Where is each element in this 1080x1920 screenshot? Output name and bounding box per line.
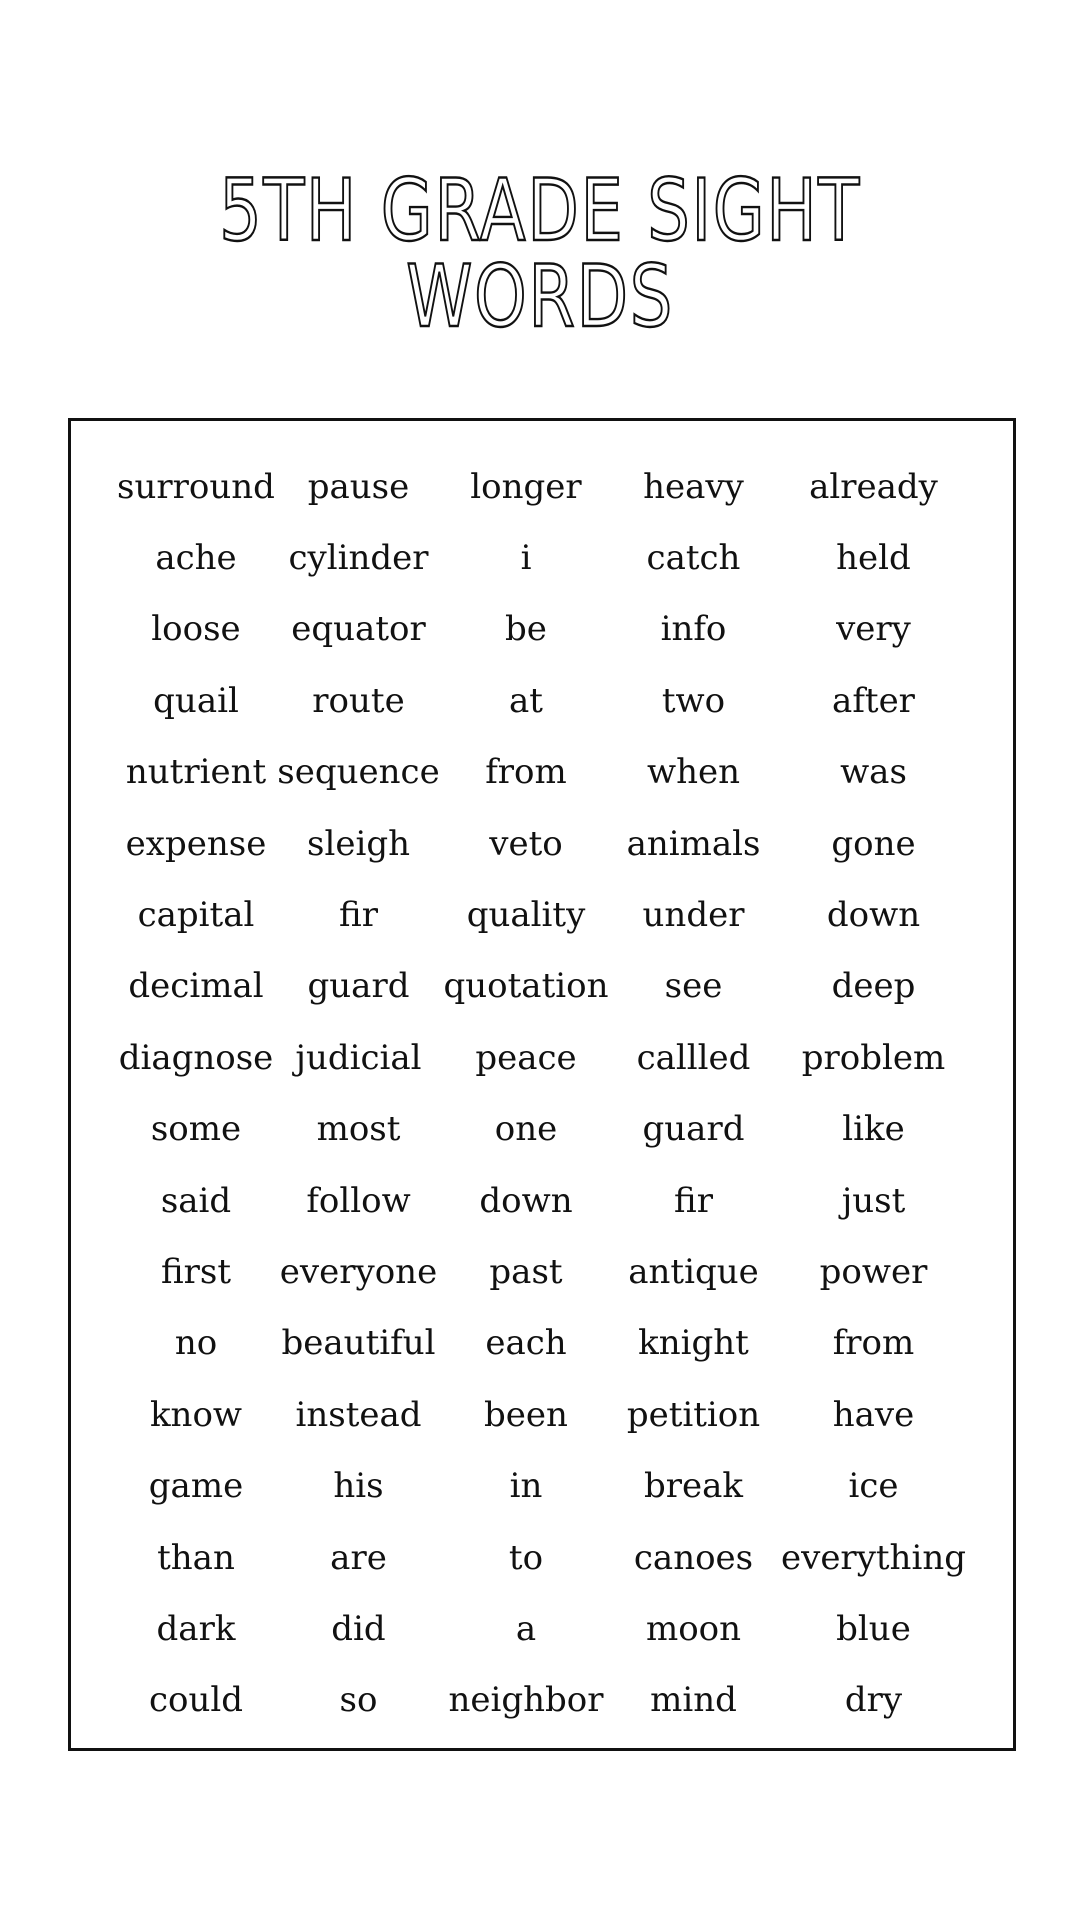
sight-word: two (661, 680, 726, 721)
sight-word: guard (642, 1109, 745, 1150)
sight-word: his (333, 1466, 384, 1507)
sight-word: mind (650, 1680, 737, 1721)
sight-word: fir (674, 1180, 713, 1221)
sight-word: beautiful (281, 1323, 436, 1364)
sight-word: info (660, 609, 727, 650)
sight-word: knight (638, 1323, 749, 1364)
page-title: 5TH GRADE SIGHT WORDS (219, 161, 861, 347)
sight-word: surround (117, 466, 275, 507)
sight-word: antique (628, 1251, 759, 1292)
sight-word: dry (844, 1680, 903, 1721)
sight-word: follow (306, 1180, 411, 1221)
sight-word: decimal (128, 966, 264, 1007)
sight-word: ache (155, 538, 237, 579)
sight-word: have (832, 1394, 915, 1435)
sight-word: been (484, 1394, 568, 1435)
sight-word: route (312, 680, 405, 721)
sight-word: was (840, 752, 907, 793)
sight-word: peace (475, 1037, 577, 1078)
sight-word: animals (626, 823, 761, 864)
sight-word: one (494, 1109, 558, 1150)
sight-word: said (160, 1180, 232, 1221)
sight-word: at (509, 680, 543, 721)
sight-word: everything (780, 1537, 966, 1578)
sight-word: moon (645, 1608, 742, 1649)
sight-word: down (479, 1180, 573, 1221)
sight-word: power (819, 1251, 928, 1292)
sight-word: heavy (643, 466, 744, 507)
sight-word: i (520, 538, 532, 579)
sight-word: know (149, 1394, 243, 1435)
sight-word: under (642, 895, 745, 936)
sight-word: just (841, 1180, 906, 1221)
sight-word: from (485, 752, 567, 793)
sight-word: catch (646, 538, 741, 579)
sight-word-grid (116, 451, 971, 1736)
sight-word: ice (848, 1466, 899, 1507)
sight-word: in (509, 1466, 543, 1507)
sight-word: diagnose (118, 1037, 274, 1078)
sight-word: cylinder (288, 538, 429, 579)
sight-word: pause (307, 466, 410, 507)
sight-word: veto (489, 823, 563, 864)
sight-word: instead (295, 1394, 422, 1435)
sight-word: judicial (295, 1037, 422, 1078)
sight-word: are (330, 1537, 387, 1578)
sight-word: down (826, 895, 921, 936)
sight-word: callled (636, 1037, 751, 1078)
sight-word: loose (151, 609, 241, 650)
sight-word: break (643, 1466, 743, 1507)
sight-word: held (836, 538, 911, 579)
sight-word: to (508, 1537, 544, 1578)
sight-word: quality (466, 895, 586, 936)
sight-word: after (832, 680, 915, 721)
sight-word: quail (153, 680, 239, 721)
sight-word: no (174, 1323, 218, 1364)
sight-word: most (316, 1109, 401, 1150)
sight-word: guard (307, 966, 410, 1007)
sight-word: already (809, 466, 938, 507)
sight-word: like (842, 1109, 905, 1150)
sight-word: some (150, 1109, 242, 1150)
sight-word: canoes (633, 1537, 754, 1578)
sight-word: equator (291, 609, 426, 650)
sight-word: fir (339, 895, 378, 936)
sight-word: a (515, 1608, 537, 1649)
sight-word: nutrient (125, 752, 267, 793)
sight-word: problem (801, 1037, 946, 1078)
sight-word: quotation (443, 966, 609, 1007)
sight-word: when (646, 752, 741, 793)
sight-word: see (664, 966, 723, 1007)
sight-word: than (157, 1537, 235, 1578)
sight-word: did (331, 1608, 386, 1649)
sight-word: neighbor (448, 1680, 604, 1721)
sight-word: expense (125, 823, 267, 864)
sight-word: everyone (279, 1251, 438, 1292)
sight-word: so (339, 1680, 378, 1721)
sight-word-box (68, 418, 1016, 1751)
sight-word: could (148, 1680, 244, 1721)
sight-word: gone (831, 823, 916, 864)
sight-word: deep (831, 966, 916, 1007)
sight-word: sequence (277, 752, 440, 793)
sight-word: longer (470, 466, 582, 507)
sight-word: game (148, 1466, 244, 1507)
sight-word: from (832, 1323, 915, 1364)
sight-word: each (485, 1323, 567, 1364)
sight-word: dark (156, 1608, 236, 1649)
sight-word: be (505, 609, 547, 650)
sight-word: past (489, 1251, 563, 1292)
sight-word: sleigh (307, 823, 410, 864)
sight-word: blue (836, 1608, 911, 1649)
sight-word: very (836, 609, 911, 650)
sight-word: capital (137, 895, 255, 936)
sight-word: petition (626, 1394, 761, 1435)
sight-word: first (160, 1251, 232, 1292)
